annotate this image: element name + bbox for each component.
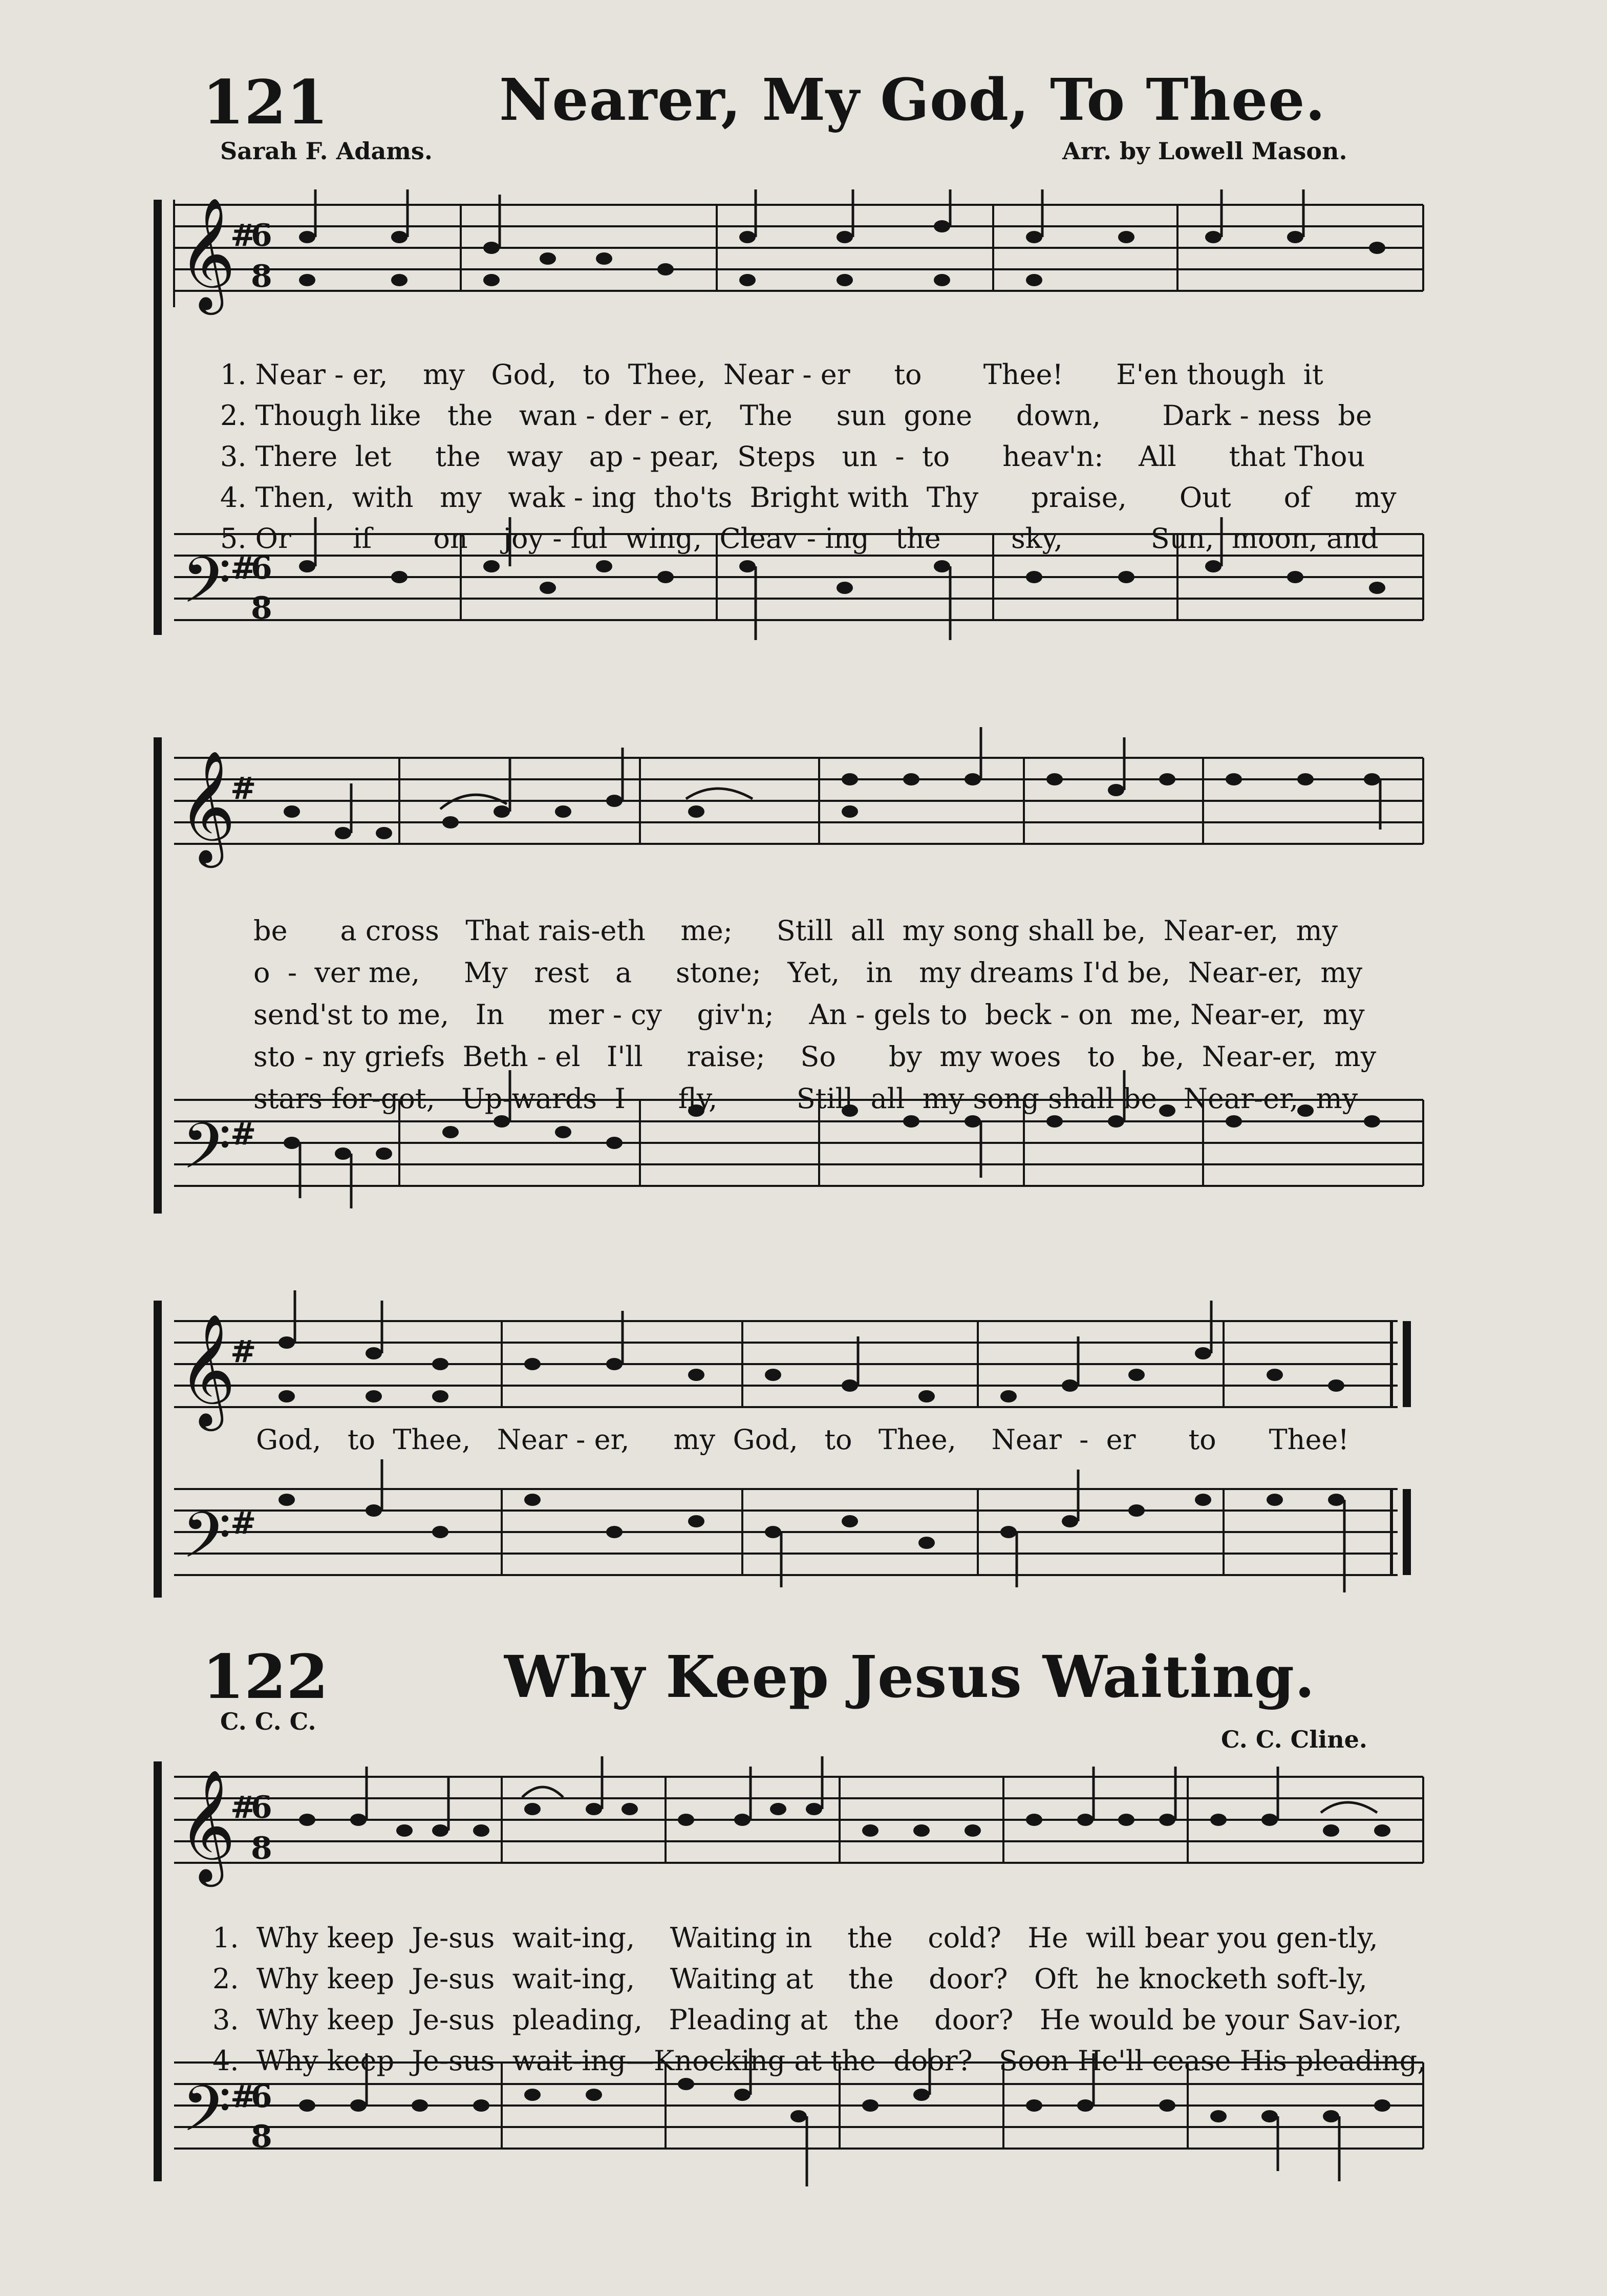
svg-text:𝄞: 𝄞 xyxy=(178,1769,236,1882)
svg-text:8: 8 xyxy=(251,2119,272,2155)
svg-text:#: # xyxy=(230,550,256,586)
lyric-line: stars for-got, Up-wards I fly, Still all my song shall be Near-er, my xyxy=(253,1082,1358,1115)
hymn-title: Why Keep Jesus Waiting. xyxy=(504,1644,1315,1711)
svg-text:6: 6 xyxy=(251,550,272,586)
svg-text:6: 6 xyxy=(251,2079,272,2115)
lyric-line: 1. Why keep Je-sus wait-ing, Waiting in the cold? He will bear you gen-tly, xyxy=(212,1922,1378,1954)
words-credit: Sarah F. Adams. xyxy=(220,137,433,165)
svg-text:𝄢: 𝄢 xyxy=(182,1499,231,1588)
lyrics-block xyxy=(253,868,1376,1162)
svg-text:#: # xyxy=(230,771,256,806)
lyric-line: be a cross That rais-eth me; Still all my song shall be, Near-er, my xyxy=(253,915,1338,947)
svg-text:#: # xyxy=(230,2079,256,2115)
svg-text:#: # xyxy=(230,1334,256,1370)
lyrics-block xyxy=(220,313,1397,600)
svg-text:8: 8 xyxy=(251,1831,272,1866)
hymn-title: Nearer, My God, To Thee. xyxy=(499,67,1326,134)
svg-text:𝄢: 𝄢 xyxy=(182,1110,231,1199)
lyric-line: 2. Though like the wan - der - er, The sun gone down, Dark - ness be xyxy=(220,399,1372,432)
svg-text:#: # xyxy=(230,1116,256,1152)
words-credit: C. C. C. xyxy=(220,1708,316,1735)
lyric-line: o - ver me, My rest a stone; Yet, in my dreams I'd be, Near-er, my xyxy=(253,956,1363,989)
lyric-line: 4. Why keep Je-sus wait-ing—Knocking at the door? Soon He'll cease His pleading, xyxy=(212,2045,1426,2077)
music-credit: C. C. Cline. xyxy=(1221,1726,1367,1753)
hymn-number: 121 xyxy=(202,67,329,138)
music-staff-system xyxy=(154,1290,1433,1639)
svg-text:#: # xyxy=(230,218,256,253)
svg-text:6: 6 xyxy=(251,218,272,253)
lyric-line: send'st to me, In mer - cy giv'n; An - gels to beck - on me, Near-er, my xyxy=(253,998,1365,1031)
svg-text:8: 8 xyxy=(251,259,272,294)
svg-text:#: # xyxy=(230,1790,256,1825)
lyric-line: 5. Or if on joy - ful wing, Cleav - ing the sky, Sun, moon, and xyxy=(220,522,1379,555)
svg-text:#: # xyxy=(230,1505,256,1541)
lyric-line: 2. Why keep Je-sus wait-ing, Waiting at the door? Oft he knocketh soft-ly, xyxy=(212,1963,1367,1995)
lyric-line: God, to Thee, Near - er, my God, to Thee, Near - er to Thee! xyxy=(256,1423,1349,1456)
lyric-line: 3. Why keep Je-sus pleading, Pleading at the door? He would be your Sav-ior, xyxy=(212,2004,1402,2036)
svg-text:𝄢: 𝄢 xyxy=(182,2072,231,2161)
lyric-line: sto - ny griefs Beth - el I'll raise; So by my woes to be, Near-er, my xyxy=(253,1040,1377,1073)
lyric-line: 4. Then, with my wak - ing tho'ts Bright with Thy praise, Out of my xyxy=(220,481,1397,514)
lyric-line: 3. There let the way ap - pear, Steps un - to heav'n: All that Thou xyxy=(220,440,1365,473)
lyric-line: 1. Near - er, my God, to Thee, Near - er to Thee! E'en though it xyxy=(220,358,1323,391)
svg-text:𝄞: 𝄞 xyxy=(178,750,236,863)
svg-text:6: 6 xyxy=(251,1790,272,1825)
hymn-number: 122 xyxy=(202,1641,329,1712)
svg-text:𝄢: 𝄢 xyxy=(182,544,231,633)
music-credit: Arr. by Lowell Mason. xyxy=(1062,137,1347,165)
lyrics-block xyxy=(212,1877,1426,2122)
svg-text:8: 8 xyxy=(251,590,272,626)
svg-text:𝄞: 𝄞 xyxy=(178,197,236,310)
svg-text:𝄞: 𝄞 xyxy=(178,1313,236,1426)
